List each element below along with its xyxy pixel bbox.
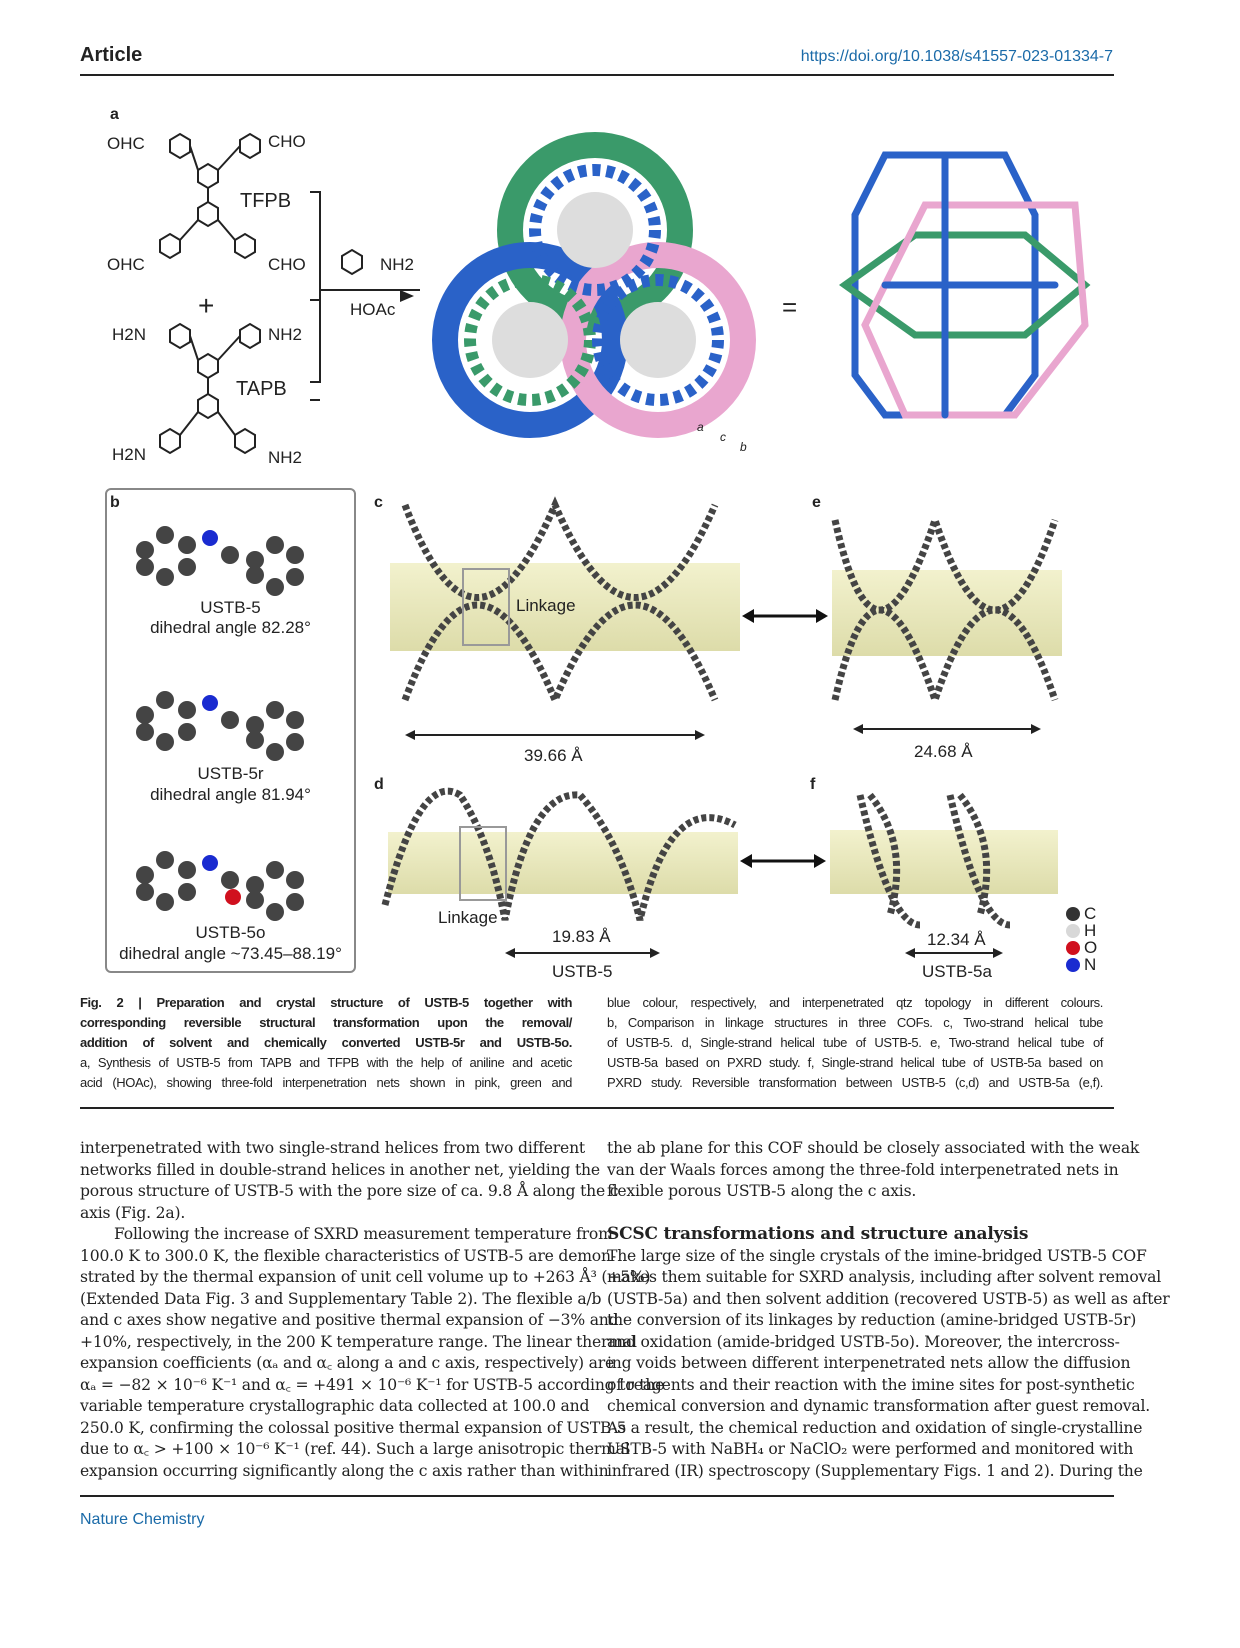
panel-label-e: e xyxy=(812,494,821,511)
axis-c: c xyxy=(720,430,726,444)
text-line: and oxidation (amide-bridged USTB-5o). Moreover, the intercross- xyxy=(607,1332,1120,1351)
tapb-group: NH2 xyxy=(268,448,303,467)
text-line: networks filled in double-strand helices in another net, yielding the xyxy=(80,1160,600,1179)
nitrogen-swatch xyxy=(1066,958,1080,972)
tapb-label: TAPB xyxy=(236,378,287,400)
cof-framework-image xyxy=(430,125,760,455)
text-line: of USTB-5. d, Single-strand helical tube of USTB-5. e, Two-strand helical tube of xyxy=(607,1035,1103,1050)
ustb5-angle: dihedral angle 82.28° xyxy=(150,618,311,637)
text-line: and c axes show negative and positive thermal expansion of −3% and xyxy=(80,1311,619,1329)
figure-caption-right xyxy=(607,993,1103,1093)
text-line: addition of solvent and chemically converted USTB-5r and USTB-5o. xyxy=(80,1035,572,1050)
panel-label-a: a xyxy=(110,106,119,123)
axis-b: b xyxy=(740,440,747,454)
tfpb-group: OHC xyxy=(107,255,145,274)
oxygen-swatch xyxy=(1066,941,1080,955)
text-line: acid (HOAc), showing three-fold interpenetration nets shown in pink, green and xyxy=(80,1075,572,1090)
figure-caption-left xyxy=(80,993,572,1093)
linkage-label-d: Linkage xyxy=(438,908,498,927)
caption-rule xyxy=(80,1107,1114,1109)
distance-e: 24.68 Å xyxy=(914,742,973,761)
tapb-group: H2N xyxy=(112,325,147,344)
tapb-group: NH2 xyxy=(268,325,303,344)
ustb5o-name: USTB-5o xyxy=(195,923,266,942)
helix-chain-f xyxy=(830,785,1060,935)
linkage-highlight xyxy=(462,568,510,646)
footer-rule xyxy=(80,1495,1114,1497)
text-line: USTB-5a based on PXRD study. f, Single-strand helical tube of USTB-5a based on xyxy=(607,1055,1103,1070)
text-line: of reagents and their reaction with the imine sites for post-synthetic xyxy=(607,1375,1135,1394)
text-line: As a result, the chemical reduction and oxidation of single-crystalline xyxy=(607,1418,1143,1437)
body-column-right xyxy=(607,1138,1170,1482)
panel-label-c: c xyxy=(374,494,383,511)
text-line: the ab plane for this COF should be closely associated with the weak xyxy=(607,1139,1140,1157)
text-line: chemical conversion and dynamic transformation after guest removal. xyxy=(607,1397,1151,1415)
dimension-arrow-d xyxy=(505,946,660,960)
helix-chain-e xyxy=(815,500,1075,720)
text-line: USTB-5 with NaBH₄ or NaClO₂ were performed and monitored with xyxy=(607,1440,1134,1458)
aniline-label: NH2 xyxy=(380,255,415,274)
panel-label-b: b xyxy=(110,494,120,511)
dimension-arrow-f xyxy=(905,946,1003,960)
qtz-topology-image xyxy=(825,125,1115,425)
reversible-arrow xyxy=(740,853,826,869)
text-line: (USTB-5a) and then solvent addition (recovered USTB-5) as well as after xyxy=(607,1289,1170,1308)
text-line: a, Synthesis of USTB-5 from TAPB and TFPB with the help of aniline and acetic xyxy=(80,1055,572,1070)
text-line: Fig. 2 | Preparation and crystal structure of USTB-5 together with xyxy=(80,995,572,1010)
catalyst-label: HOAc xyxy=(350,300,396,319)
structure-label-d: USTB-5 xyxy=(552,962,613,981)
reaction-arrow xyxy=(400,290,414,302)
text-line: corresponding reversible structural transformation upon the removal/ xyxy=(80,1015,572,1030)
text-line: interpenetrated with two single-strand helices from two different xyxy=(80,1139,585,1157)
tfpb-group: OHC xyxy=(107,134,145,153)
linkage-highlight xyxy=(459,826,507,901)
doi-link[interactable]: https://doi.org/10.1038/s41557-023-01334-7 xyxy=(800,48,1113,65)
distance-c: 39.66 Å xyxy=(524,746,583,765)
panel-label-d: d xyxy=(374,776,384,793)
section-label: Article xyxy=(80,44,143,66)
tfpb-label: TFPB xyxy=(240,190,292,212)
linkage-molecules xyxy=(115,505,345,925)
text-line: Following the increase of SXRD measurement temperature from xyxy=(114,1225,613,1243)
ustb5-name: USTB-5 xyxy=(200,598,261,617)
section-heading: SCSC transformations and structure analysis xyxy=(607,1224,1029,1244)
structure-label-f: USTB-5a xyxy=(922,962,992,981)
equals-sign: = xyxy=(782,292,798,322)
journal-name: Nature Chemistry xyxy=(80,1511,205,1528)
carbon-swatch xyxy=(1066,907,1080,921)
text-line: strated by the thermal expansion of unit cell volume up to +263 Å³ (+5%) xyxy=(80,1268,651,1286)
plus-sign: + xyxy=(198,290,215,321)
tapb-group: H2N xyxy=(112,445,147,464)
dimension-arrow-c xyxy=(405,728,705,742)
text-line: H xyxy=(1084,920,1097,940)
ustb5r-angle: dihedral angle 81.94° xyxy=(150,785,311,804)
text-line: variable temperature crystallographic data collected at 100.0 and xyxy=(80,1397,590,1415)
text-line: expansion coefficients (αₐ and α꜀ along a and c axis, respectively) are xyxy=(80,1354,614,1372)
distance-f: 12.34 Å xyxy=(927,930,986,949)
tfpb-group: CHO xyxy=(268,132,306,151)
panel-label-f: f xyxy=(810,776,816,793)
text-line: 250.0 K, confirming the colossal positive thermal expansion of USTB-5 xyxy=(80,1418,627,1437)
text-line: expansion occurring significantly along the c axis rather than within xyxy=(80,1461,609,1480)
text-line: flexible porous USTB-5 along the c axis. xyxy=(607,1182,917,1200)
tfpb-group: CHO xyxy=(268,255,306,274)
helix-chain-d xyxy=(380,780,740,940)
text-line: b, Comparison in linkage structures in three COFs. c, Two-strand helical tube xyxy=(607,1015,1103,1030)
text-line: axis (Fig. 2a). xyxy=(80,1203,186,1222)
text-line: O xyxy=(1084,937,1098,957)
text-line: The large size of the single crystals of the imine-bridged USTB-5 COF xyxy=(607,1246,1147,1265)
text-line: infrared (IR) spectroscopy (Supplementary Figs. 1 and 2). During the xyxy=(607,1461,1143,1480)
axis-a: a xyxy=(697,420,704,434)
text-line: PXRD study. Reversible transformation between USTB-5 (c,d) and USTB-5a (e,f). xyxy=(607,1075,1103,1090)
header-rule xyxy=(80,74,1114,76)
linkage-label-c: Linkage xyxy=(516,596,576,615)
text-line: due to α꜀ > +100 × 10⁻⁶ K⁻¹ (ref. 44). Such a large anisotropic thermal xyxy=(80,1440,630,1458)
element-legend xyxy=(1066,905,1097,973)
text-line: porous structure of USTB-5 with the pore size of ca. 9.8 Å along the c xyxy=(80,1182,619,1200)
ustb5o-angle: dihedral angle ~73.45–88.19° xyxy=(119,944,342,963)
text-line: ing voids between different interpenetrated nets allow the diffusion xyxy=(607,1354,1131,1372)
monomer-structures xyxy=(100,120,430,470)
text-line: blue colour, respectively, and interpenetrated qtz topology in different colours. xyxy=(607,995,1103,1010)
distance-d: 19.83 Å xyxy=(552,927,611,946)
text-line: van der Waals forces among the three-fold interpenetrated nets in xyxy=(607,1160,1119,1179)
text-line: C xyxy=(1084,903,1097,923)
text-line: the conversion of its linkages by reduction (amine-bridged USTB-5r) xyxy=(607,1311,1137,1329)
text-line: 100.0 K to 300.0 K, the flexible characteristics of USTB-5 are demon- xyxy=(80,1246,616,1265)
text-line: +10%, respectively, in the 200 K temperature range. The linear thermal xyxy=(80,1332,637,1351)
text-line: N xyxy=(1084,954,1097,974)
text-line: makes them suitable for SXRD analysis, including after solvent removal xyxy=(607,1268,1161,1286)
hydrogen-swatch xyxy=(1066,924,1080,938)
ustb5r-name: USTB-5r xyxy=(197,764,264,783)
dimension-arrow-e xyxy=(853,722,1041,736)
body-column-left xyxy=(80,1138,665,1482)
text-line: (Extended Data Fig. 3 and Supplementary Table 2). The flexible a/b xyxy=(80,1289,602,1308)
text-line: αₐ = −82 × 10⁻⁶ K⁻¹ and α꜀ = +491 × 10⁻⁶ K⁻¹ for USTB-5 according to the xyxy=(80,1375,665,1394)
